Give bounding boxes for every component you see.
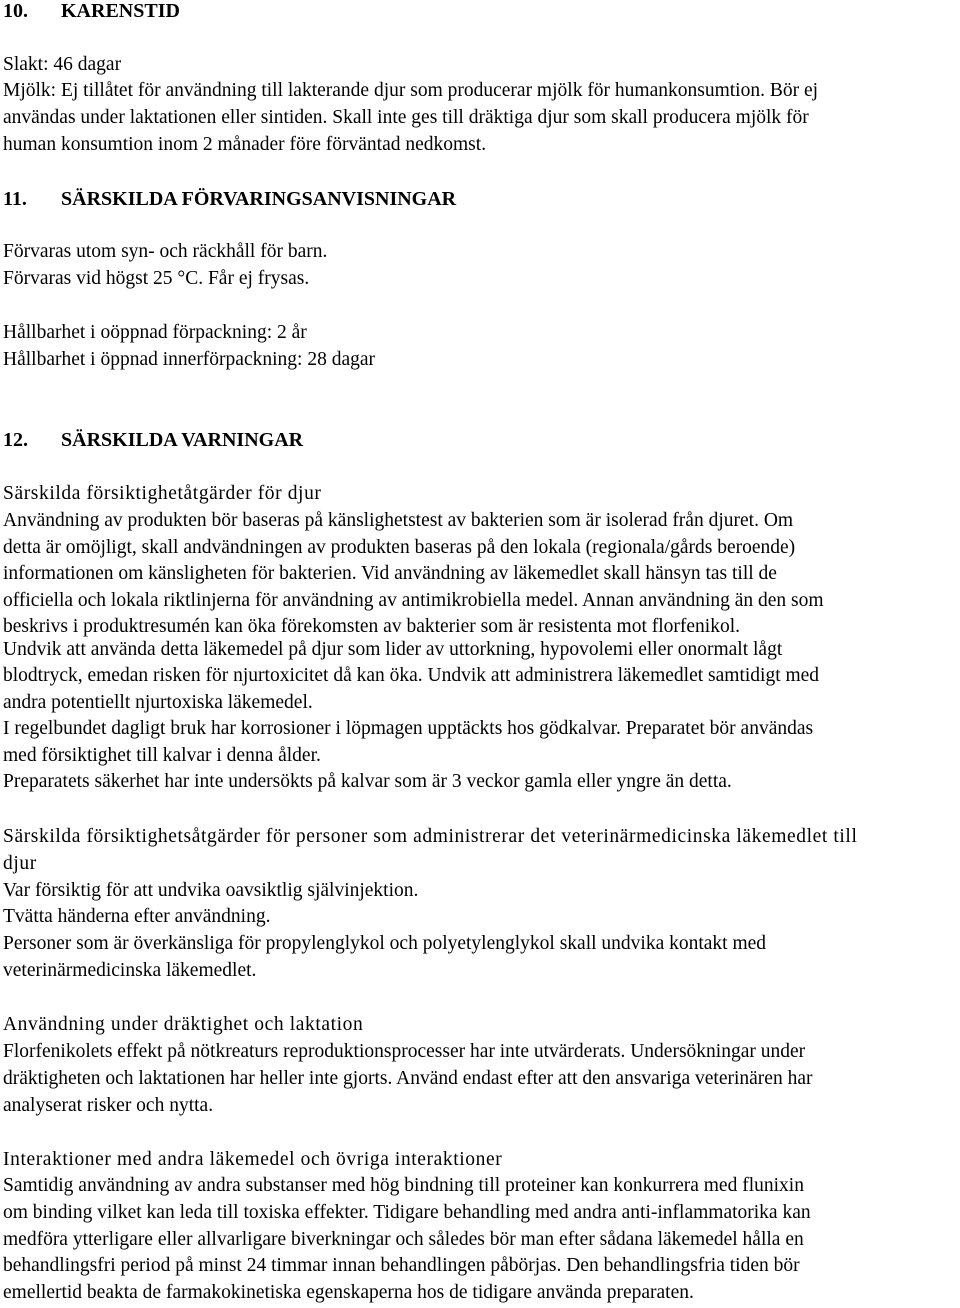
body-line: medföra ytterligare eller allvarligare biverkningar och således bör man efter sådana läkemedel hålla en [3,1229,804,1250]
body-line: Förvaras utom syn- och räckhåll för barn. [3,241,328,262]
body-line: Mjölk: Ej tillåtet för användning till lakterande djur som producerar mjölk för humankonsumtion. Bör ej [3,80,819,101]
body-line: blodtryck, emedan risken för njurtoxicitet då kan öka. Undvik att administrera läkemedlet samtidigt med [3,665,820,686]
section-12-heading [3,427,303,453]
body-line: behandlingsfri period på minst 24 timmar innan behandlingen påbörjas. Den behandlingsfria tiden bör [3,1255,800,1276]
body-line: detta är omöjligt, skall andvändningen av produkten baseras på den lokala (regionala/gårds beroende) [3,537,796,558]
section-12-title: SÄRSKILDA VARNINGAR [61,429,304,451]
body-line: Personer som är överkänsliga för propylenglykol och polyetylenglykol skall undvika kontakt med [3,933,767,954]
body-line: med försiktighet till kalvar i denna ålder. [3,745,321,766]
body-line: Samtidig användning av andra substanser med hög bindning till proteiner kan konkurrera med flunixin [3,1175,804,1196]
section-11-number: 11. [3,188,27,210]
body-line: Var försiktig för att undvika oavsiktlig självinjektion. [3,880,419,901]
interactions-subheading: Interaktioner med andra läkemedel och övriga interaktioner [3,1149,503,1170]
body-line: beskrivs i produktresumén kan öka förekomsten av bakterier som är resistenta mot florfenikol. [3,616,741,637]
body-line: Användning av produkten bör baseras på känslighetstest av bakterien som är isolerad från djuret. Om [3,510,794,531]
section-10-number: 10. [3,0,28,22]
body-line: veterinärmedicinska läkemedlet. [3,960,257,981]
section-12-number: 12. [3,429,28,451]
body-line: I regelbundet dagligt bruk har korrosioner i löpmagen upptäckts hos gödkalvar. Preparatet bör användas [3,718,814,739]
body-line: Hållbarhet i oöppnad förpackning: 2 år [3,322,307,343]
section-10-title: KARENSTID [61,0,180,22]
body-line: andra potentiellt njurtoxiska läkemedel. [3,692,313,713]
section-11-title: SÄRSKILDA FÖRVARINGSANVISNINGAR [61,188,457,210]
body-line: Slakt: 46 dagar [3,54,122,75]
persons-subheading: djur [3,853,37,874]
body-line: dräktigheten och laktationen har heller inte gjorts. Använd endast efter att den ansvariga veterinären har [3,1068,813,1089]
body-line: Preparatets säkerhet har inte undersökts på kalvar som är 3 veckor gamla eller yngre än detta. [3,771,732,792]
animals-subheading: Särskilda försiktighetåtgärder för djur [3,483,322,504]
body-line: Förvaras vid högst 25 °C. Får ej frysas. [3,268,310,289]
body-line: informationen om känsligheten för bakterien. Vid användning av läkemedlet skall hänsyn tas till de [3,563,777,584]
body-line: analyserat risker och nytta. [3,1095,214,1116]
body-line: human konsumtion inom 2 månader före förväntad nedkomst. [3,134,487,155]
body-line: officiella och lokala riktlinjerna för användning av antimikrobiella medel. Annan användning än den som [3,590,824,611]
section-11-heading [3,186,456,212]
persons-subheading: Särskilda försiktighetsåtgärder för personer som administrerar det veterinärmedicinska läkemedlet till [3,826,858,847]
body-line: Undvik att använda detta läkemedel på djur som lider av uttorkning, hypovolemi eller onormalt lågt [3,639,783,660]
body-line: användas under laktationen eller sintiden. Skall inte ges till dräktiga djur som skall producera mjölk för [3,107,809,128]
body-line: Florfenikolets effekt på nötkreaturs reproduktionsprocesser har inte utvärderats. Undersökningar under [3,1041,806,1062]
body-line: om binding vilket kan leda till toxiska effekter. Tidigare behandling med andra anti-inflammatorika kan [3,1202,811,1223]
section-10-heading [3,0,180,24]
body-line: emellertid beakta de farmakokinetiska egenskaperna hos de tidigare använda preparaten. [3,1282,694,1303]
body-line: Hållbarhet i öppnad innerförpackning: 28 dagar [3,349,375,370]
pregnancy-subheading: Användning under dräktighet och laktation [3,1014,364,1035]
body-line: Tvätta händerna efter användning. [3,906,271,927]
